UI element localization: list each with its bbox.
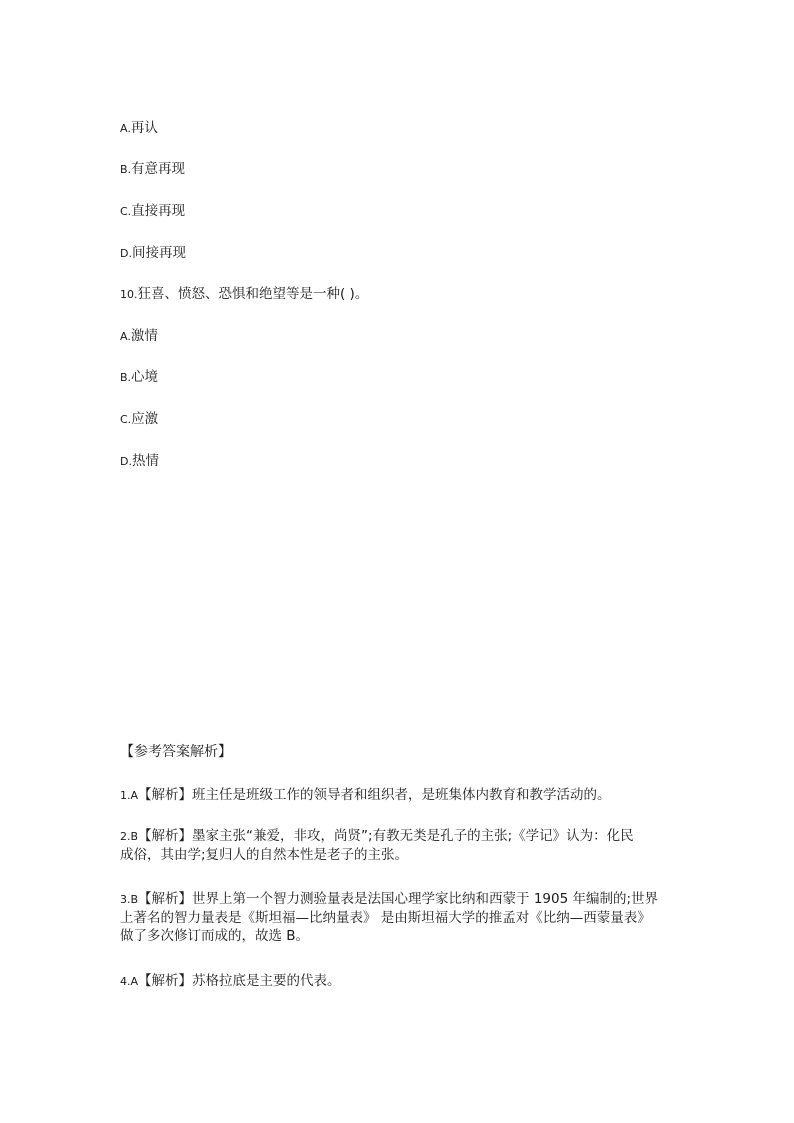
option-text: 直接再现	[131, 203, 186, 219]
answer-line: 做了多次修订而成的，故选 B。	[120, 928, 310, 944]
option-text: 心境	[131, 369, 159, 385]
option-text: 有意再现	[131, 161, 186, 177]
option-letter: B.	[120, 163, 132, 176]
option-letter: D.	[120, 247, 132, 260]
option-text: 热情	[131, 453, 159, 469]
answer-key: 2.B	[120, 830, 139, 843]
option-text: 间接再现	[131, 245, 186, 261]
answer-text: 【解析】世界上第一个智力测验量表是法国心理学家比纳和西蒙于 1905 年编制的;世界	[138, 891, 659, 907]
answer-line	[120, 827, 676, 846]
answer-item-1	[120, 786, 676, 805]
answer-item-2	[120, 827, 676, 864]
answer-line	[120, 890, 676, 909]
q9-option-d	[120, 244, 186, 263]
answer-key: 1.A	[120, 789, 139, 802]
answer-text: 【解析】苏格拉底是主要的代表。	[138, 973, 341, 989]
option-text: 再认	[130, 120, 158, 136]
q10-option-b	[120, 368, 158, 387]
option-letter: D.	[120, 455, 132, 468]
answer-text: 【解析】墨家主张“兼爱，非攻，尚贤”;有教无类是孔子的主张;《学记》认为：化民	[138, 828, 634, 844]
q10-option-d	[120, 452, 159, 471]
answer-item-3	[120, 890, 676, 945]
question-number: 10.	[120, 288, 138, 301]
option-text: 激情	[130, 328, 158, 344]
q9-option-a	[120, 119, 158, 138]
q9-option-b	[120, 160, 185, 179]
answer-line: 成俗，其由学;复归人的自然本性是老子的主张。	[120, 847, 409, 863]
q10-stem	[120, 285, 368, 304]
q10-option-a	[120, 327, 158, 346]
answer-line	[120, 972, 676, 991]
answer-item-4	[120, 972, 676, 991]
answer-key: 4.A	[120, 975, 139, 988]
answer-text: 【解析】班主任是班级工作的领导者和组织者，是班集体内教育和教学活动的。	[138, 787, 611, 803]
answers-heading: 【参考答案解析】	[120, 744, 232, 760]
answer-key: 3.B	[120, 893, 139, 906]
option-letter: A.	[120, 330, 131, 343]
option-letter: C.	[120, 205, 132, 218]
q9-option-c	[120, 202, 185, 221]
q10-option-c	[120, 410, 158, 429]
option-letter: B.	[120, 371, 132, 384]
answer-line: 上著名的智力量表是《斯坦福—比纳量表》 是由斯坦福大学的推孟对《比纳—西蒙量表》	[120, 910, 651, 926]
option-letter: A.	[120, 122, 131, 135]
option-text: 应激	[131, 411, 159, 427]
option-letter: C.	[120, 413, 132, 426]
answer-line	[120, 786, 676, 805]
question-text: 狂喜、愤怒、恐惧和绝望等是一种( )。	[137, 286, 369, 302]
